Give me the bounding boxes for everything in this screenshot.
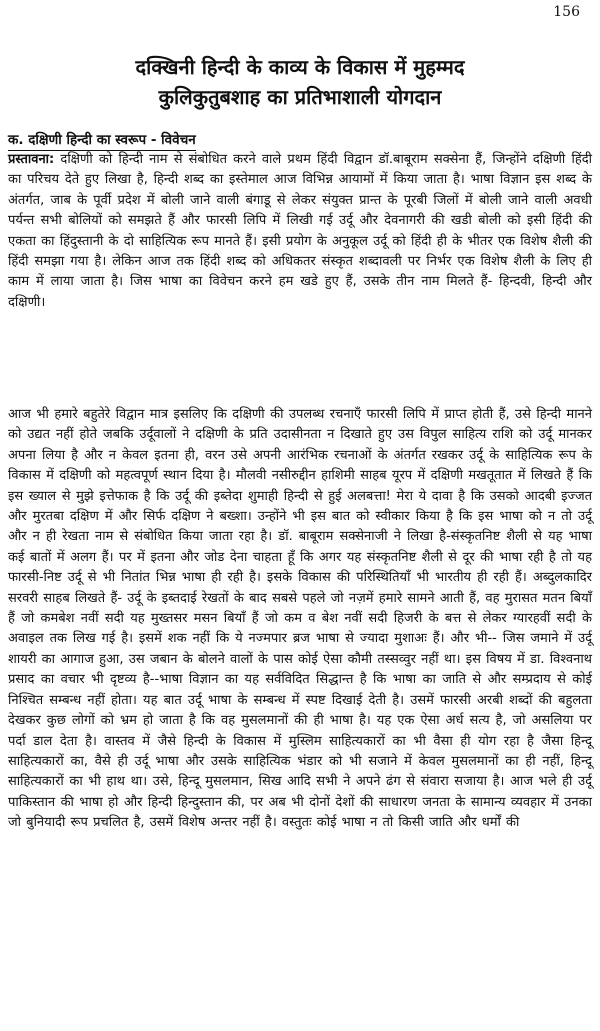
introduction-text: दक्षिणी को हिन्दी नाम से संबोधित करने वाले प्रथम हिंदी विद्वान डॉ.बाबूराम सक्सेना हैं, जिन्होंने दक्षिणी हिंदी का परिचय देते हुए लिखा है, हिन्दी शब्द का इस्तेमाल आज विभिन्न आयामों में किया जाता है। भाषा विज्ञान इस शब्द के अंतर्गत, जाब के पूर्वी प्रदेश में बोली जाने वाली बंगाडू से लेकर संयुक्त प्रान्त के पूरबी जिलों में बोली जाने वाली अवधी पर्यन्त सभी बोलियों को समझते हैं और फारसी लिपि में लिखी गई उर्दू और देवनागरी की खडी बोली को इसी हिंदी की एकता का हिंदुस्तानी के दो साहित्यिक रूप मानते हैं। इसी प्रयोग के अनुकूल उर्दू को हिंदी ही के भीतर एक विशेष शैली की हिंदी समझा गया है। लेकिन आज तक हिंदी शब्द को अधिकतर संस्कृत शब्दावली पर निर्भर एक विशेष शैली के लिए ही काम में लाया जाता है। जिस भाषा का विवेचन करने हम खडे हुए हैं, उसके तीन नाम मिलते हैं- हिन्दवी, हिन्दी और दक्षिणी। [8, 152, 592, 310]
section-heading-text: क. दक्षिणी हिन्दी का स्वरूप - विवेचन [8, 132, 196, 148]
introduction-label: प्रस्तावना: [8, 152, 55, 167]
page-number: 156 [553, 4, 580, 20]
title-line-1: दक्खिनी हिन्दी के काव्य के विकास में मुहम्मद [135, 55, 465, 79]
paragraph-body: आज भी हमारे बहुतेरे विद्वान मात्र इसलिए कि दक्षिणी की उपलब्ध रचनाएँ फारसी लिपि में प्राप्त होती हैं, उसे हिन्दी मानने को उद्यत नहीं होते जबकि उर्दूवालों ने दक्षिणी के प्रति उदासीनता न दिखाते हुए उस विपुल साहित्य राशि को उर्दू मानकर अपना लिया है और न केवल इतना ही, वरन उसे अपनी आरंभिक रचनाओं के अंतर्गत रखकर उर्दू के साहित्यिक रूप के विकास में दक्षिणी को महत्वपूर्ण स्थान दिया है। मौलवी नसीरुद्दीन हाशिमी साहब यूरप में दक्षिणी मखतूतात में लिखते हैं कि इस ख्याल से मुझे इत्तेफाक है कि उर्दू की इब्तेदा शुमाही हिन्दी से हुई अलबत्ता! मेरा ये दावा है कि उसको आदबी इज्जत और मुरतबा दक्षिण में और सिर्फ दक्षिण ने बख्शा। उन्होंने भी इस बात को स्वीकार किया है कि इस भाषा को न तो उर्दू और न ही रेखता नाम से संबोधित किया जाता रहा है। डॉ. बाबूराम सक्सेनाजी ने लिखा है-संस्कृतनिष्ट शैली से यह भाषा कई बातों में अलग हैं। पर में इतना और जोड देना चाहता हूँ कि अगर यह संस्कृतनिष्ट शैली से दूर की भाषा रही है तो यह फारसी-निष्ट उर्दू से भी नितांत भिन्न भाषा ही रही है। इसके विकास की परिस्थितियाँ भी भारतीय ही रही हैं। अब्दुलकादिर सरवरी साहब लिखते हैं- उर्दू के इब्तदाई रेखतों के बाद सबसे पहले जो नज़में हमारे सामने आती हैं, वह मुरासत मतन बियाँ हैं जो कमबेश नवीं सदी यह मुख्तसर मसन बियाँ हैं जो कम व बेश नवीं सदी हिजरी के बत्त से लेकर ग्यारहवीं सदी के अवाइल तक लिख गई है। इसमें शक नहीं कि ये नज्मपार ब्रज भाषा से ज्यादा मुशाअः हैं। और भी-- जिस जमाने में उर्दू शायरी का आगाज हुआ, उस जबान के बोलने वालों के पास कोई ऐसा कौमी तस्सव्वुर नहीं था। इस विषय में डा. विश्वनाथ प्रसाद का वचार भी दृष्टव्य है--भाषा विज्ञान का यह सर्वविदित सिद्धान्त है कि भाषा का जाति से और सम्प्रदाय से कोई निश्चित सम्बन्ध नहीं होता। यह बात उर्दू भाषा के सम्बन्ध में स्पष्ट दिखाई देती है। उसमें फारसी अरबी शब्दों की बहुलता देखकर कुछ लोगों को भ्रम हो जाता है कि वह मुसलमानों की ही भाषा है। यह एक ऐसा अर्ध सत्य है, जो असलिया पर पर्दा डाल देता है। वास्तव में जैसे हिन्दी के विकास में मुस्लिम साहित्यकारों का भी वैसा ही योग रहा है जैसा हिन्दू साहित्यकारों का, वैसे ही उर्दू भाषा और उसके साहित्यिक भंडार को भी सजाने में केवल मुसलमानों का ही नहीं, हिन्दू साहित्यकारों का भी हाथ था। उसे, हिन्दू मुसलमान, सिख आदि सभी ने अपने ढंग से संवारा सजाया है। आज भले ही उर्दू पाकिस्तान की भाषा हो और हिन्दी हिन्दुस्तान की, पर अब भी दोनों देशों की साधारण जनता के सामान्य व्यवहार में उनका जो बुनियादी रूप प्रचलित है, उसमें विशेष अन्तर नहीं है। वस्तुतः कोई भाषा न तो किसी जाति और धर्मों की [8, 407, 592, 831]
page-title [0, 52, 600, 112]
paragraph-introduction [8, 150, 592, 313]
title-line-2: कुलिकुतुबशाह का प्रतिभाशाली योगदान [158, 85, 442, 109]
section-heading [8, 130, 196, 148]
